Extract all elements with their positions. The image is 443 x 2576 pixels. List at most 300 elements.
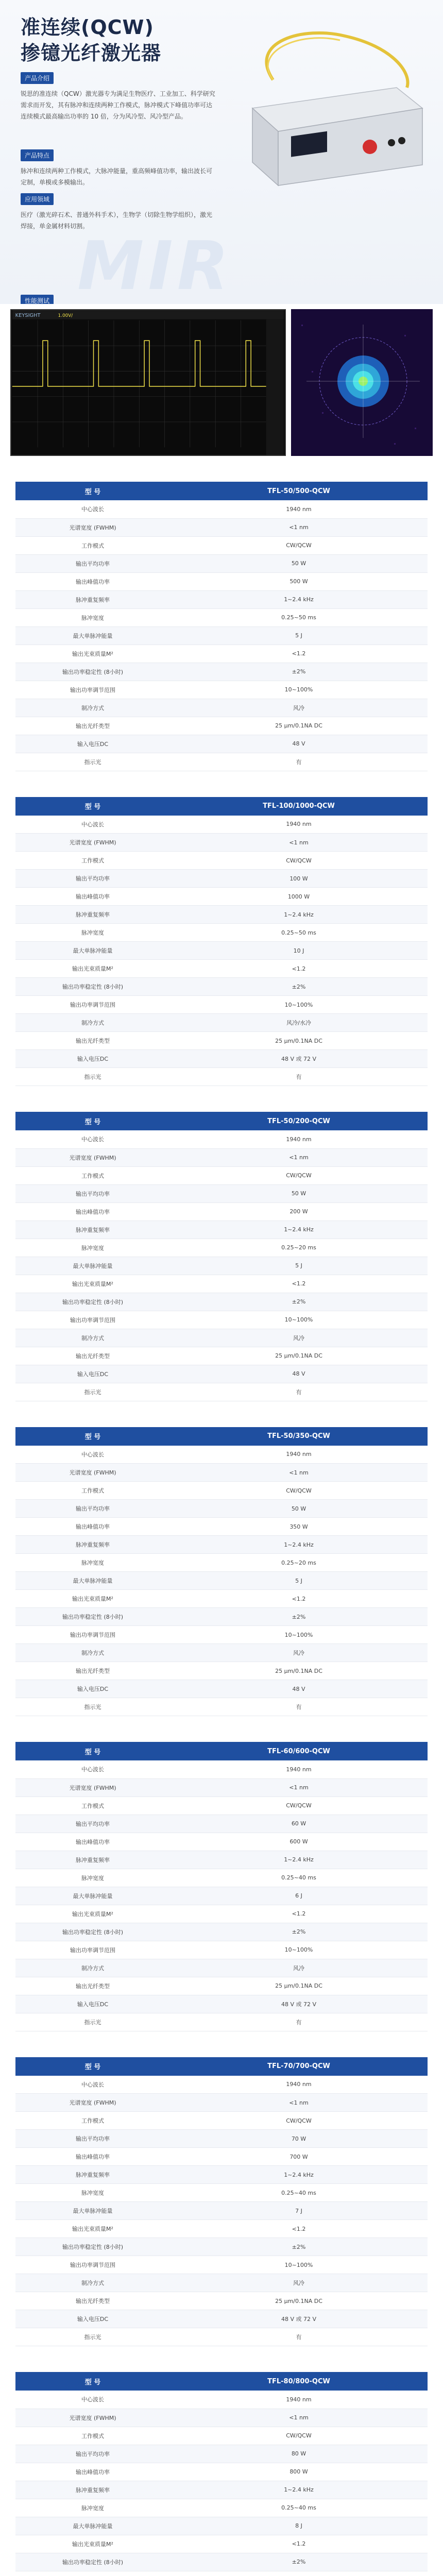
brand-watermark: MIR (77, 227, 233, 304)
spec-value: CW/QCW (170, 852, 428, 870)
spec-label: 中心波长 (15, 1446, 170, 1464)
table-row (15, 870, 428, 888)
spec-value: 有 (170, 1698, 428, 1716)
spec-label: 输入电压DC (15, 1365, 170, 1383)
spec-label: 脉冲宽度 (15, 2184, 170, 2202)
spec-label: 脉冲重复频率 (15, 2481, 170, 2499)
spec-label: 脉冲宽度 (15, 608, 170, 626)
model-name: TFL-50/200-QCW (170, 1112, 428, 1130)
table-row (15, 1365, 428, 1383)
spec-value: 50 W (170, 1500, 428, 1518)
table-row (15, 1680, 428, 1698)
table-row (15, 554, 428, 572)
spec-value: 风冷 (170, 1644, 428, 1662)
spec-label: 光谱宽度 (FWHM) (15, 834, 170, 852)
spec-value: 1940 nm (170, 1760, 428, 1778)
table-header-row (15, 2057, 428, 2076)
table-header-row (15, 797, 428, 816)
spec-value: 6 J (170, 1887, 428, 1905)
model-name: TFL-60/600-QCW (170, 1742, 428, 1760)
table-row (15, 1995, 428, 2013)
spec-label: 最大单脉冲能量 (15, 2202, 170, 2220)
table-row (15, 2463, 428, 2481)
spec-label: 输出功率稳定性 (8小时) (15, 1608, 170, 1626)
model-label: 型 号 (15, 2372, 170, 2391)
spec-value: <1.2 (170, 1905, 428, 1923)
spec-value: 0.25~40 ms (170, 2499, 428, 2517)
spec-label: 输入电压DC (15, 1995, 170, 2013)
applications-tag: 应用领域 (21, 193, 54, 205)
table-row (15, 1032, 428, 1050)
spec-label: 工作模式 (15, 536, 170, 554)
spec-table (15, 1112, 428, 1401)
model-name: TFL-50/350-QCW (170, 1427, 428, 1446)
table-row (15, 572, 428, 590)
table-row (15, 2220, 428, 2238)
table-row (15, 2427, 428, 2445)
table-row (15, 2238, 428, 2256)
spec-label: 光谱宽度 (FWHM) (15, 2409, 170, 2427)
table-row (15, 2445, 428, 2463)
table-row (15, 1347, 428, 1365)
spec-label: 输出平均功率 (15, 1184, 170, 1202)
spec-value: 25 μm/0.1NA DC (170, 1662, 428, 1680)
spec-value: 有 (170, 2013, 428, 2031)
spec-label: 输出功率调节范围 (15, 681, 170, 699)
spec-label: 输出平均功率 (15, 554, 170, 572)
table-row (15, 2130, 428, 2148)
table-row (15, 2571, 428, 2576)
features-tag: 产品特点 (21, 149, 54, 161)
spec-value: 48 V 或 72 V (170, 1050, 428, 1068)
spec-value: <1 nm (170, 1464, 428, 1482)
table-row (15, 1923, 428, 1941)
spec-value: 25 μm/0.1NA DC (170, 2292, 428, 2310)
table-row (15, 2535, 428, 2553)
spec-value: 有 (170, 1068, 428, 1086)
spec-value: 1940 nm (170, 1130, 428, 1148)
table-row (15, 1464, 428, 1482)
spec-label: 光谱宽度 (FWHM) (15, 2094, 170, 2112)
table-row (15, 942, 428, 960)
spec-value: 1~2.4 kHz (170, 906, 428, 924)
spec-label: 中心波长 (15, 1760, 170, 1778)
spec-value: 10~100% (170, 1311, 428, 1329)
table-row (15, 626, 428, 645)
scope-brand: KEYSIGHT (15, 312, 41, 318)
spec-value: <1.2 (170, 645, 428, 663)
table-row (15, 1608, 428, 1626)
intro-tag: 产品介绍 (21, 72, 54, 84)
table-row (15, 1815, 428, 1833)
table-row (15, 1797, 428, 1815)
table-row (15, 1905, 428, 1923)
spec-label: 输出峰值功率 (15, 1518, 170, 1536)
spec-label: 输出光束质量M² (15, 1905, 170, 1923)
spec-label: 输出平均功率 (15, 1815, 170, 1833)
spec-label: 指示光 (15, 1698, 170, 1716)
spec-value: <1 nm (170, 1148, 428, 1166)
spec-value: 700 W (170, 2148, 428, 2166)
spec-label: 输出光纤类型 (15, 1977, 170, 1995)
table-row (15, 1869, 428, 1887)
table-row (15, 717, 428, 735)
table-row (15, 2391, 428, 2409)
page-title (21, 14, 161, 66)
table-row (15, 645, 428, 663)
table-row (15, 1554, 428, 1572)
spec-label: 最大单脉冲能量 (15, 1572, 170, 1590)
spec-label (15, 2571, 170, 2576)
spec-label: 输出功率调节范围 (15, 1626, 170, 1644)
spec-label: 制冷方式 (15, 1014, 170, 1032)
spec-label: 输入电压DC (15, 1680, 170, 1698)
table-row (15, 852, 428, 870)
table-row (15, 834, 428, 852)
table-row (15, 2499, 428, 2517)
spec-value: 25 μm/0.1NA DC (170, 1977, 428, 1995)
spec-label: 脉冲重复频率 (15, 1851, 170, 1869)
model-label: 型 号 (15, 1112, 170, 1130)
spec-value: 风冷 (170, 1959, 428, 1977)
table-row (15, 1833, 428, 1851)
spec-value: 风冷/水冷 (170, 1014, 428, 1032)
spec-value: <1.2 (170, 1590, 428, 1608)
model-name: TFL-100/1000-QCW (170, 797, 428, 816)
spec-label: 制冷方式 (15, 1644, 170, 1662)
spec-value: 7 J (170, 2202, 428, 2220)
spec-value: 25 μm/0.1NA DC (170, 1032, 428, 1050)
spec-value: 1000 W (170, 888, 428, 906)
spec-value (170, 2571, 428, 2576)
model-name: TFL-80/800-QCW (170, 2372, 428, 2391)
table-row (15, 1644, 428, 1662)
spec-value: <1.2 (170, 1275, 428, 1293)
spec-label: 最大单脉冲能量 (15, 626, 170, 645)
spec-value: 800 W (170, 2463, 428, 2481)
spec-value: 500 W (170, 572, 428, 590)
spec-label: 输出光束质量M² (15, 2535, 170, 2553)
spec-value: 1~2.4 kHz (170, 1536, 428, 1554)
spec-label: 输出功率稳定性 (8小时) (15, 663, 170, 681)
table-row (15, 1202, 428, 1221)
table-row (15, 1851, 428, 1869)
table-row (15, 1536, 428, 1554)
table-row (15, 1239, 428, 1257)
spec-value: 50 W (170, 1184, 428, 1202)
spec-label: 输出功率稳定性 (8小时) (15, 978, 170, 996)
spec-value: <1 nm (170, 2409, 428, 2427)
table-row (15, 500, 428, 518)
table-row (15, 1311, 428, 1329)
table-row (15, 2310, 428, 2328)
table-row (15, 2013, 428, 2031)
oscilloscope-image (10, 309, 286, 456)
spec-label: 指示光 (15, 2013, 170, 2031)
spec-value: <1.2 (170, 960, 428, 978)
table-row (15, 1383, 428, 1401)
spec-value: ±2% (170, 1608, 428, 1626)
spec-value: CW/QCW (170, 1166, 428, 1184)
spec-value: 8 J (170, 2517, 428, 2535)
spec-label: 输出功率调节范围 (15, 996, 170, 1014)
model-label: 型 号 (15, 797, 170, 816)
model-label: 型 号 (15, 2057, 170, 2076)
table-row (15, 2202, 428, 2220)
spec-label: 制冷方式 (15, 699, 170, 717)
spec-label: 输出光束质量M² (15, 1590, 170, 1608)
spec-label: 光谱宽度 (FWHM) (15, 518, 170, 536)
spec-label: 输出功率调节范围 (15, 1941, 170, 1959)
spec-value: 有 (170, 1383, 428, 1401)
spec-label: 输入电压DC (15, 2310, 170, 2328)
spec-label: 输出光纤类型 (15, 2292, 170, 2310)
table-row (15, 2112, 428, 2130)
spec-label: 输出峰值功率 (15, 572, 170, 590)
spec-value: ±2% (170, 978, 428, 996)
hero-section (0, 0, 443, 304)
spec-label: 工作模式 (15, 1797, 170, 1815)
spec-value: 0.25~40 ms (170, 1869, 428, 1887)
spec-value: 1940 nm (170, 2391, 428, 2409)
model-label: 型 号 (15, 1742, 170, 1760)
spec-label: 输出光束质量M² (15, 960, 170, 978)
table-row (15, 2328, 428, 2346)
spec-label: 输出功率稳定性 (8小时) (15, 2553, 170, 2571)
spec-label: 输出功率稳定性 (8小时) (15, 2238, 170, 2256)
spec-value: 100 W (170, 870, 428, 888)
table-row (15, 1148, 428, 1166)
table-row (15, 590, 428, 608)
table-header-row (15, 2372, 428, 2391)
table-row (15, 1014, 428, 1032)
table-row (15, 1221, 428, 1239)
spec-value: 1940 nm (170, 816, 428, 834)
spec-value: 10~100% (170, 1626, 428, 1644)
intro-section (21, 72, 216, 122)
spec-label: 中心波长 (15, 2076, 170, 2094)
spec-value: 风冷 (170, 2274, 428, 2292)
spec-value: 0.25~50 ms (170, 608, 428, 626)
spec-value: 1~2.4 kHz (170, 1221, 428, 1239)
spec-tables (0, 482, 443, 2576)
features-section (21, 149, 216, 188)
performance-tag: 性能测试 (21, 295, 54, 304)
spec-value: 10~100% (170, 996, 428, 1014)
spec-value: CW/QCW (170, 536, 428, 554)
scope-scale: 1.00V/ (58, 313, 73, 318)
applications-text: 医疗（激光碎石术、普通外科手术），生物学（切除生物学组织），激光焊接，单金属材料切割。 (21, 211, 213, 230)
spec-label: 中心波长 (15, 816, 170, 834)
spec-label: 指示光 (15, 753, 170, 771)
spec-value: ±2% (170, 1923, 428, 1941)
spec-value: CW/QCW (170, 2427, 428, 2445)
spec-value: 350 W (170, 1518, 428, 1536)
table-header-row (15, 482, 428, 500)
model-name: TFL-70/700-QCW (170, 2057, 428, 2076)
spec-label: 指示光 (15, 1383, 170, 1401)
spec-value: 600 W (170, 1833, 428, 1851)
table-row (15, 699, 428, 717)
spec-label: 光谱宽度 (FWHM) (15, 1464, 170, 1482)
spec-label: 脉冲宽度 (15, 1554, 170, 1572)
table-row (15, 1050, 428, 1068)
spec-label: 输出光束质量M² (15, 1275, 170, 1293)
spec-label: 光谱宽度 (FWHM) (15, 1778, 170, 1797)
spec-value: 70 W (170, 2130, 428, 2148)
table-row (15, 1500, 428, 1518)
spec-table (15, 2057, 428, 2347)
spec-value: 有 (170, 753, 428, 771)
table-row (15, 1293, 428, 1311)
table-row (15, 1977, 428, 1995)
table-row (15, 1329, 428, 1347)
spec-value: 0.25~50 ms (170, 924, 428, 942)
table-row (15, 888, 428, 906)
spec-value: 50 W (170, 554, 428, 572)
spec-label: 脉冲重复频率 (15, 906, 170, 924)
spec-value: 1940 nm (170, 500, 428, 518)
spec-label: 中心波长 (15, 1130, 170, 1148)
spec-label: 输出光束质量M² (15, 2220, 170, 2238)
spec-value: CW/QCW (170, 1482, 428, 1500)
title-line-1: 准连续(QCW) (21, 16, 154, 39)
laser-unit-image (242, 31, 428, 191)
spec-value: 5 J (170, 1572, 428, 1590)
spec-value: 200 W (170, 1202, 428, 1221)
spec-value: 1940 nm (170, 2076, 428, 2094)
table-row (15, 816, 428, 834)
spec-label: 制冷方式 (15, 1959, 170, 1977)
table-row (15, 1446, 428, 1464)
spec-value: CW/QCW (170, 2112, 428, 2130)
table-row (15, 2184, 428, 2202)
spec-value: 10~100% (170, 1941, 428, 1959)
fiber-cable (266, 33, 407, 88)
spec-value: <1.2 (170, 2535, 428, 2553)
spec-label: 输出峰值功率 (15, 888, 170, 906)
table-row (15, 1572, 428, 1590)
model-label: 型 号 (15, 1427, 170, 1446)
spec-value: 0.25~20 ms (170, 1554, 428, 1572)
spec-label: 脉冲宽度 (15, 1239, 170, 1257)
spec-value: ±2% (170, 2238, 428, 2256)
table-row (15, 536, 428, 554)
table-row (15, 978, 428, 996)
table-row (15, 2148, 428, 2166)
spec-label: 输出光纤类型 (15, 1032, 170, 1050)
table-row (15, 2094, 428, 2112)
table-header-row (15, 1742, 428, 1760)
table-row (15, 1130, 428, 1148)
table-row (15, 2517, 428, 2535)
table-row (15, 1184, 428, 1202)
spec-value: 80 W (170, 2445, 428, 2463)
spec-label: 输出平均功率 (15, 1500, 170, 1518)
table-row (15, 1257, 428, 1275)
table-row (15, 1166, 428, 1184)
spec-label: 最大单脉冲能量 (15, 942, 170, 960)
table-row (15, 1887, 428, 1905)
spec-label: 工作模式 (15, 852, 170, 870)
table-row (15, 1068, 428, 1086)
spec-label: 输入电压DC (15, 1050, 170, 1068)
table-row (15, 1778, 428, 1797)
spec-label: 脉冲重复频率 (15, 1221, 170, 1239)
table-header-row (15, 1427, 428, 1446)
table-row (15, 1518, 428, 1536)
spec-label: 输出峰值功率 (15, 1833, 170, 1851)
table-header-row (15, 1112, 428, 1130)
table-row (15, 1662, 428, 1680)
model-label: 型 号 (15, 482, 170, 500)
table-row (15, 906, 428, 924)
spec-label: 输出峰值功率 (15, 1202, 170, 1221)
spec-label: 输出平均功率 (15, 870, 170, 888)
spec-label: 输出光束质量M² (15, 645, 170, 663)
spec-label: 输出功率调节范围 (15, 2256, 170, 2274)
table-row (15, 924, 428, 942)
spec-label: 输出光纤类型 (15, 1662, 170, 1680)
spec-value: 1~2.4 kHz (170, 1851, 428, 1869)
table-row (15, 1626, 428, 1644)
table-row (15, 735, 428, 753)
spec-label: 最大单脉冲能量 (15, 1887, 170, 1905)
spec-value: ±2% (170, 663, 428, 681)
spec-value: 48 V (170, 1680, 428, 1698)
applications-section (21, 193, 216, 232)
table-row (15, 1941, 428, 1959)
table-row (15, 1590, 428, 1608)
table-row (15, 2076, 428, 2094)
table-row (15, 2292, 428, 2310)
spec-value: 25 μm/0.1NA DC (170, 717, 428, 735)
spec-table (15, 1742, 428, 2031)
features-text: 脉冲和连续两种工作模式，大脉冲能量，重高频峰值功率，输出波长可定制，单模或多模输出。 (21, 167, 213, 186)
spec-label: 输出峰值功率 (15, 2148, 170, 2166)
spec-table (15, 1427, 428, 1717)
spec-label: 输出平均功率 (15, 2445, 170, 2463)
spec-value: 1940 nm (170, 1446, 428, 1464)
spec-label: 输出功率调节范围 (15, 1311, 170, 1329)
table-row (15, 681, 428, 699)
spec-value: 风冷 (170, 699, 428, 717)
spec-label: 脉冲宽度 (15, 1869, 170, 1887)
model-name: TFL-50/500-QCW (170, 482, 428, 500)
table-row (15, 996, 428, 1014)
table-row (15, 1698, 428, 1716)
spec-label: 制冷方式 (15, 2274, 170, 2292)
table-row (15, 1275, 428, 1293)
spec-label: 中心波长 (15, 500, 170, 518)
spec-label: 输出功率稳定性 (8小时) (15, 1293, 170, 1311)
spec-value: 0.25~40 ms (170, 2184, 428, 2202)
spec-value: 有 (170, 2328, 428, 2346)
spec-label: 输入电压DC (15, 735, 170, 753)
table-row (15, 1959, 428, 1977)
emergency-button (363, 140, 377, 154)
spec-value: 5 J (170, 1257, 428, 1275)
spec-value: 48 V 或 72 V (170, 1995, 428, 2013)
table-row (15, 608, 428, 626)
spec-label: 制冷方式 (15, 1329, 170, 1347)
spec-label: 光谱宽度 (FWHM) (15, 1148, 170, 1166)
spec-value: 风冷 (170, 1329, 428, 1347)
beam-profile-image (291, 309, 433, 456)
table-row (15, 663, 428, 681)
spec-value: 48 V (170, 735, 428, 753)
spec-label: 脉冲宽度 (15, 2499, 170, 2517)
